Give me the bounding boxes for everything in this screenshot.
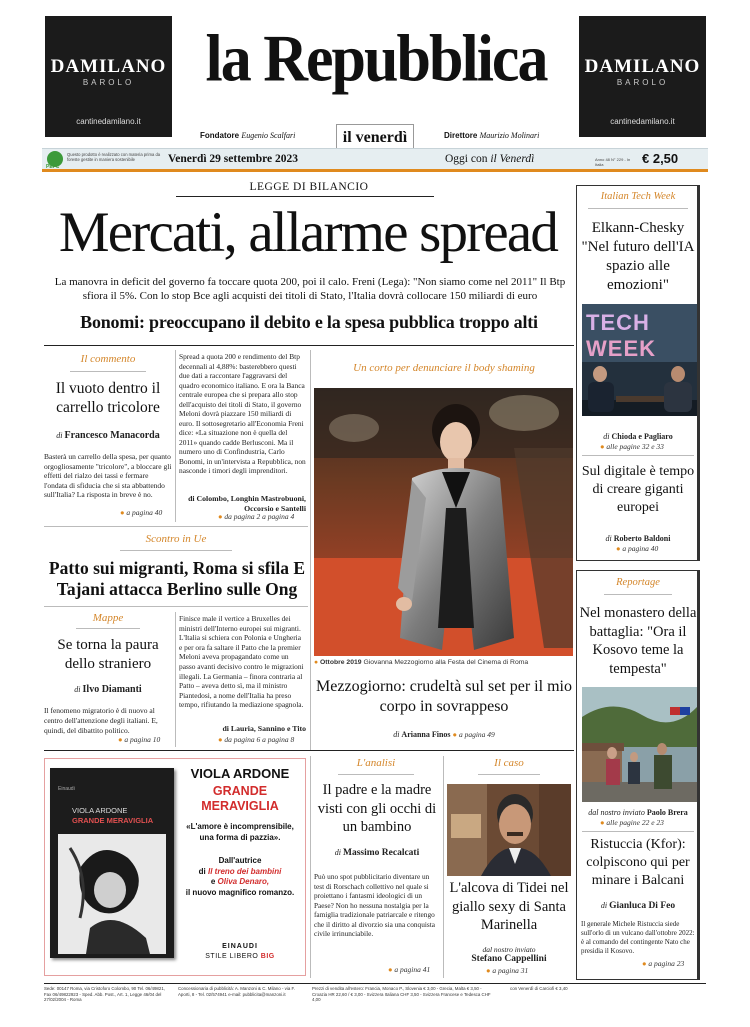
- mappe-byline: [44, 684, 172, 695]
- lead-col-byline: di Colombo, Longhin Mastrobuoni, Occorsio e Santelli: [188, 494, 306, 513]
- tech-screen-word-2: WEEK: [586, 336, 656, 361]
- tech-byline-name: Chioda e Pagliaro: [611, 432, 673, 441]
- reportage-headline-2[interactable]: Ristuccia (Kfor): colpiscono qui per minare i Balcani: [586, 837, 690, 888]
- today-with-label: Oggi con: [445, 153, 488, 165]
- commento-page-text: a pagina 40: [126, 508, 163, 517]
- commento-kicker: Il commento: [80, 353, 136, 365]
- col-divider-5: [443, 756, 444, 978]
- reportage-byline-2-di: di: [600, 901, 608, 910]
- migranti-page: [218, 735, 294, 744]
- photo-caption-text: Giovanna Mezzogiorno alla Festa del Cinema di Roma: [363, 659, 529, 666]
- reportage-page-text: alle pagine 22 e 23: [606, 818, 664, 827]
- tech-kicker: Italian Tech Week: [600, 191, 676, 202]
- analisi-headline[interactable]: Il padre e la madre visti con gli occhi di un bambino: [317, 782, 437, 835]
- mappe-text: Il fenomeno migratorio è di nuovo al centro dell'attenzione degli italiani. E, quindi, del dibattito politico.: [44, 706, 158, 735]
- bullet-icon: ●: [486, 966, 491, 975]
- tech-divider: [582, 455, 694, 456]
- reportage-page-2: [642, 959, 684, 968]
- lead-headline[interactable]: Mercati, allarme spread: [58, 201, 558, 264]
- lead-section: LEGGE DI BILANCIO: [249, 181, 369, 193]
- col-divider-4: [310, 756, 311, 978]
- reportage-text-2: Il generale Michele Ristuccia siede sull'orlo di un vulcano dall'ottobre 2022: è al comando del contingente Nato che presidia il Kosovo.: [581, 920, 695, 955]
- photo-caption-date: Ottobre 2019: [320, 659, 362, 666]
- tech-page-text: alle pagine 32 e 33: [606, 442, 664, 451]
- book-pitch-book-2: Oliva Denaro,: [217, 877, 270, 886]
- tech-page-2-text: a pagina 40: [622, 544, 659, 553]
- commento-kicker-rule: [70, 371, 146, 372]
- commento-byline: [44, 430, 172, 441]
- book-series-tag: BIG: [260, 953, 275, 960]
- book-publisher: EINAUDI: [222, 943, 258, 950]
- lead-bottom-rule: [44, 345, 574, 346]
- analisi-page: [388, 965, 430, 974]
- reportage-kicker: Reportage: [616, 577, 660, 588]
- bullet-icon: ●: [600, 818, 605, 827]
- reportage-photo[interactable]: [582, 687, 697, 802]
- footer-col-4: con Venerdì di Carciofi € 3,40: [510, 986, 568, 991]
- mappe-kicker: Mappe: [92, 612, 124, 624]
- bullet-icon: ●: [616, 544, 621, 553]
- bullet-icon: ●: [642, 959, 647, 968]
- col-divider-3: [175, 612, 176, 747]
- lead-col-page: [218, 512, 294, 521]
- tech-byline-2-di: di: [605, 534, 612, 543]
- book-pitch-line-3: [180, 877, 300, 888]
- caso-kicker: Il caso: [494, 757, 524, 769]
- photo-byline-di: di: [393, 730, 400, 739]
- caso-kicker-rule: [478, 774, 540, 775]
- book-pitch-4: il nuovo magnifico romanzo.: [185, 887, 295, 897]
- reportage-photo-svg: [582, 687, 697, 802]
- analisi-byline: [313, 848, 441, 858]
- reportage-page: [600, 818, 664, 827]
- mappe-page: [118, 735, 160, 744]
- reportage-divider: [582, 831, 694, 832]
- commento-headline[interactable]: Il vuoto dentro il carrello tricolore: [55, 380, 161, 416]
- book-series: [180, 953, 300, 960]
- left-ad[interactable]: [45, 16, 172, 137]
- analisi-byline-name: Massimo Recalcati: [342, 848, 420, 858]
- photo-headline[interactable]: Mezzogiorno: crudeltà sul set per il mio corpo in sovrappeso: [316, 678, 572, 715]
- footer-col-2: Concessionaria di pubblicità: A. Manzoni & C. Milano - via F. Aporti, 8 - Tel. 02/574941 e-mail: pubblicita@manzoni.it: [178, 986, 295, 997]
- photo-byline-name: Arianna Finos: [401, 730, 451, 739]
- director-line: [444, 131, 539, 140]
- analisi-kicker-rule: [338, 774, 414, 775]
- reportage-page-2-text: a pagina 23: [648, 959, 685, 968]
- bullet-icon: ●: [120, 508, 125, 517]
- pefc-label: PEFC: [46, 164, 60, 170]
- lead-subhead[interactable]: Bonomi: preoccupano il debito e la spesa pubblica troppo alti: [80, 312, 538, 332]
- tech-headline[interactable]: Elkann-Chesky "Nel futuro dell'IA spazio alle emozioni": [581, 220, 695, 293]
- book-cover-title: GRANDE MERAVIGLIA: [72, 816, 154, 825]
- col-divider-2: [310, 350, 311, 750]
- photo-caption: [314, 659, 576, 666]
- commento-byline-name: Francesco Manacorda: [64, 430, 160, 441]
- migranti-page-text: da pagina 6 a pagina 8: [224, 735, 295, 744]
- price-small: Anno 48 N° 229 - In Italia: [595, 157, 631, 167]
- lead-section-rule: [176, 196, 434, 197]
- tech-page-2: [616, 544, 658, 553]
- book-pitch-2: di: [198, 866, 206, 876]
- caso-photo-svg: [447, 784, 571, 876]
- book-cover-publisher: Einaudi: [58, 786, 75, 792]
- bullet-icon: ●: [118, 735, 123, 744]
- book-author: VIOLA ARDONE: [190, 766, 290, 781]
- photo-kicker: Un corto per denunciare il body shaming: [353, 362, 535, 374]
- lead-col-text: Spread a quota 200 e rendimento del Btp decennali al 4,88%: basterebbero questi due dati a raccontare l'aggravarsi del quadro economico italiano. E ora la Banca centrale europea che si prepara allo stop dell'acquisto dei titoli di Stato, il governo Meloni dovrà piazzare 150 miliardi di euro. Il sottosegretario all'Economia Freni dice: «La situazione non è quella del 2011» quando cadde Berlusconi. Ma il numero uno di Confindustria, Carlo Bonomi, in un'intervista a Repubblica, non nasconde i timori degli imprenditori.: [179, 352, 306, 475]
- left-ad-brand: DAMILANO: [50, 56, 167, 77]
- reportage-byline-pre: dal nostro inviato: [588, 808, 645, 817]
- book-title: GRANDE MERAVIGLIA: [201, 784, 279, 813]
- migranti-kicker: Scontro in Ue: [145, 533, 207, 545]
- migranti-bottom-rule: [44, 606, 308, 607]
- price: € 2,50: [642, 151, 679, 166]
- bullet-icon: ●: [218, 512, 223, 521]
- tech-photo[interactable]: [582, 304, 697, 416]
- commento-byline-di: di: [56, 431, 63, 440]
- mappe-byline-name: Ilvo Diamanti: [82, 684, 142, 695]
- migranti-headline[interactable]: Patto sui migranti, Roma si sfila E Tajani attacca Berlino sulle Ong: [48, 558, 306, 599]
- book-cover-author: VIOLA ARDONE: [72, 806, 128, 815]
- pefc-fine-print: Questo prodotto è realizzato con materia prima da foreste gestite in maniera sostenibile: [67, 152, 161, 162]
- migranti-byline: di Lauria, Sannino e Tito: [222, 724, 306, 733]
- caso-page-text: a pagina 31: [492, 966, 529, 975]
- book-pitch-line-2: [180, 867, 300, 878]
- analisi-kicker: L'analisi: [356, 757, 396, 769]
- bullet-icon: ●: [388, 965, 393, 974]
- reportage-kicker-rule: [604, 594, 672, 595]
- tech-byline-2-name: Roberto Baldoni: [613, 534, 671, 543]
- reportage-byline-name: Paolo Brera: [646, 808, 688, 817]
- col-divider-1: [175, 350, 176, 522]
- footer-col-3: Prezzi di vendita all'estero: Francia, Monaco P., Slovenia € 3,00 - Grecia, Malta € 3,50 - Croazia HR 22,60 / € 3,00 - Svizzera Italiana CHF 3,50 - Svizzera Francese e Tedesca CHF 4,00: [312, 986, 491, 1003]
- bullet-icon: ●: [452, 730, 458, 739]
- book-series-name: STILE LIBERO: [205, 953, 259, 960]
- analisi-text: Può uno spot pubblicitario diventare un test di Rorschach collettivo nel quale si proiettano i fantasmi ideologici di un Paese? Non ho nessuna nostalgia per la famiglia tradizionale patriarcale e ritengo che il diritto al divorzio sia una conquista civile irrinunciabile.: [314, 872, 435, 938]
- founder-name: Eugenio Scalfari: [241, 131, 296, 140]
- photo-svg: [314, 388, 573, 656]
- bullet-icon: ●: [600, 442, 605, 451]
- director-label: Direttore: [444, 131, 478, 140]
- book-pitch-3: e: [210, 877, 216, 886]
- tech-byline-2: [578, 534, 698, 543]
- bullet-icon: ●: [218, 735, 223, 744]
- caso-byline-pre: dal nostro inviato: [482, 945, 536, 954]
- photo-byline: [314, 730, 574, 739]
- right-ad-url: cantinedamilano.it: [610, 117, 675, 126]
- today-with-supplement: il Venerdì: [490, 153, 535, 165]
- reportage-byline-2-name: Gianluca Di Feo: [609, 901, 676, 911]
- tech-byline: [578, 432, 698, 441]
- footer-rule: [44, 983, 706, 984]
- founder-label: Fondatore: [200, 131, 240, 140]
- lead-summary: La manovra in deficit del governo fa toccare quota 200, poi il calo. Freni (Lega): "Non siamo come nel 2011" Il Btp sfiora il 5%. Con lo stop Bce agli acquisti dei titoli di Stato, l'Italia dovrà collocare 150 miliardi di euro: [54, 276, 566, 302]
- reportage-byline: [578, 808, 698, 817]
- director-name: Maurizio Molinari: [479, 131, 540, 140]
- lead-col-page-text: da pagina 2 a pagina 4: [224, 512, 295, 521]
- tech-photo-svg: [582, 304, 697, 416]
- today-with: [445, 153, 534, 165]
- book-pitch-book-1: Il treno dei bambini: [208, 866, 282, 876]
- mappe-byline-di: di: [74, 685, 81, 694]
- bullet-icon: ●: [314, 659, 319, 666]
- mappe-headline[interactable]: Se torna la paura dello straniero: [57, 637, 159, 672]
- photo-page-text: a pagina 49: [458, 730, 495, 739]
- masthead-title[interactable]: la Repubblica: [205, 22, 547, 96]
- tech-kicker-rule: [588, 208, 688, 209]
- book-cover[interactable]: [50, 768, 174, 958]
- caso-photo[interactable]: [447, 784, 571, 876]
- mappe-page-text: a pagina 10: [124, 735, 161, 744]
- caso-byline: Stefano Cappellini: [471, 954, 547, 964]
- tech-byline-di: di: [603, 432, 610, 441]
- bottom-rule: [44, 750, 574, 751]
- book-quote: «L'amore è incomprensibile, una forma di pazzia».: [186, 822, 294, 842]
- right-ad-brand: DAMILANO: [584, 56, 701, 77]
- analisi-page-text: a pagina 41: [394, 965, 431, 974]
- right-ad[interactable]: [579, 16, 706, 137]
- reportage-byline-2: [578, 901, 698, 911]
- supplement-title: il venerdì: [342, 129, 408, 146]
- caso-page: [486, 966, 528, 975]
- footer-col-1: Sede: 00147 Roma, via Cristoforo Colombo, 90 Tel. 06/49821, Fax 06/49822923 - Sped. Abb. Post., Art. 1, Legge 46/04 del 27/02/2004 - Roma: [44, 986, 165, 1003]
- left-ad-sub: BAROLO: [82, 78, 135, 87]
- photo-image[interactable]: [314, 388, 573, 656]
- book-cover-art: [50, 828, 174, 958]
- migranti-kicker-rule: [120, 550, 232, 551]
- mappe-kicker-rule: [76, 628, 140, 629]
- issue-date: Venerdì 29 settembre 2023: [168, 153, 298, 165]
- migranti-text: Finisce male il vertice a Bruxelles dei ministri dell'Interno europei sui migranti. L'Italia si schiera con Polonia e Ungheria e per ora fa saltare il Patto che la premier Meloni aveva propagandato come un passo avanti decisivo contro le migrazioni illegali. La Germania – finora contraria al Patto – aveva detto sì, ma il ministro Piantedosi, a nome dell'Italia ha preso tempo, rifiutando la mediazione spagnola.: [179, 614, 304, 710]
- tech-screen-word-1: TECH: [586, 310, 650, 335]
- analisi-byline-di: di: [334, 848, 341, 857]
- reportage-headline[interactable]: Nel monastero della battaglia: "Ora il Kosovo teme la tempesta": [579, 605, 697, 677]
- book-pitch: [180, 856, 300, 898]
- migranti-top-rule: [44, 526, 308, 527]
- tech-page: [600, 442, 664, 451]
- book-pitch-1: Dall'autrice: [218, 856, 262, 865]
- founder-line: [200, 131, 295, 140]
- commento-page: [120, 508, 162, 517]
- left-ad-url: cantinedamilano.it: [76, 117, 141, 126]
- commento-text: Basterà un carrello della spesa, per quanto orgogliosamente "tricolore", a bloccare gli effetti del rialzo dei tassi e fermare l'ondata di sfiducia che si sta abbattendo sull'Italia? La risposta in breve è no.: [44, 452, 172, 500]
- caso-headline[interactable]: L'alcova di Tidei nel giallo sexy di Santa Marinella: [449, 880, 569, 933]
- right-ad-sub: BAROLO: [616, 78, 669, 87]
- tech-headline-2[interactable]: Sul digitale è tempo di creare giganti europei: [581, 464, 695, 515]
